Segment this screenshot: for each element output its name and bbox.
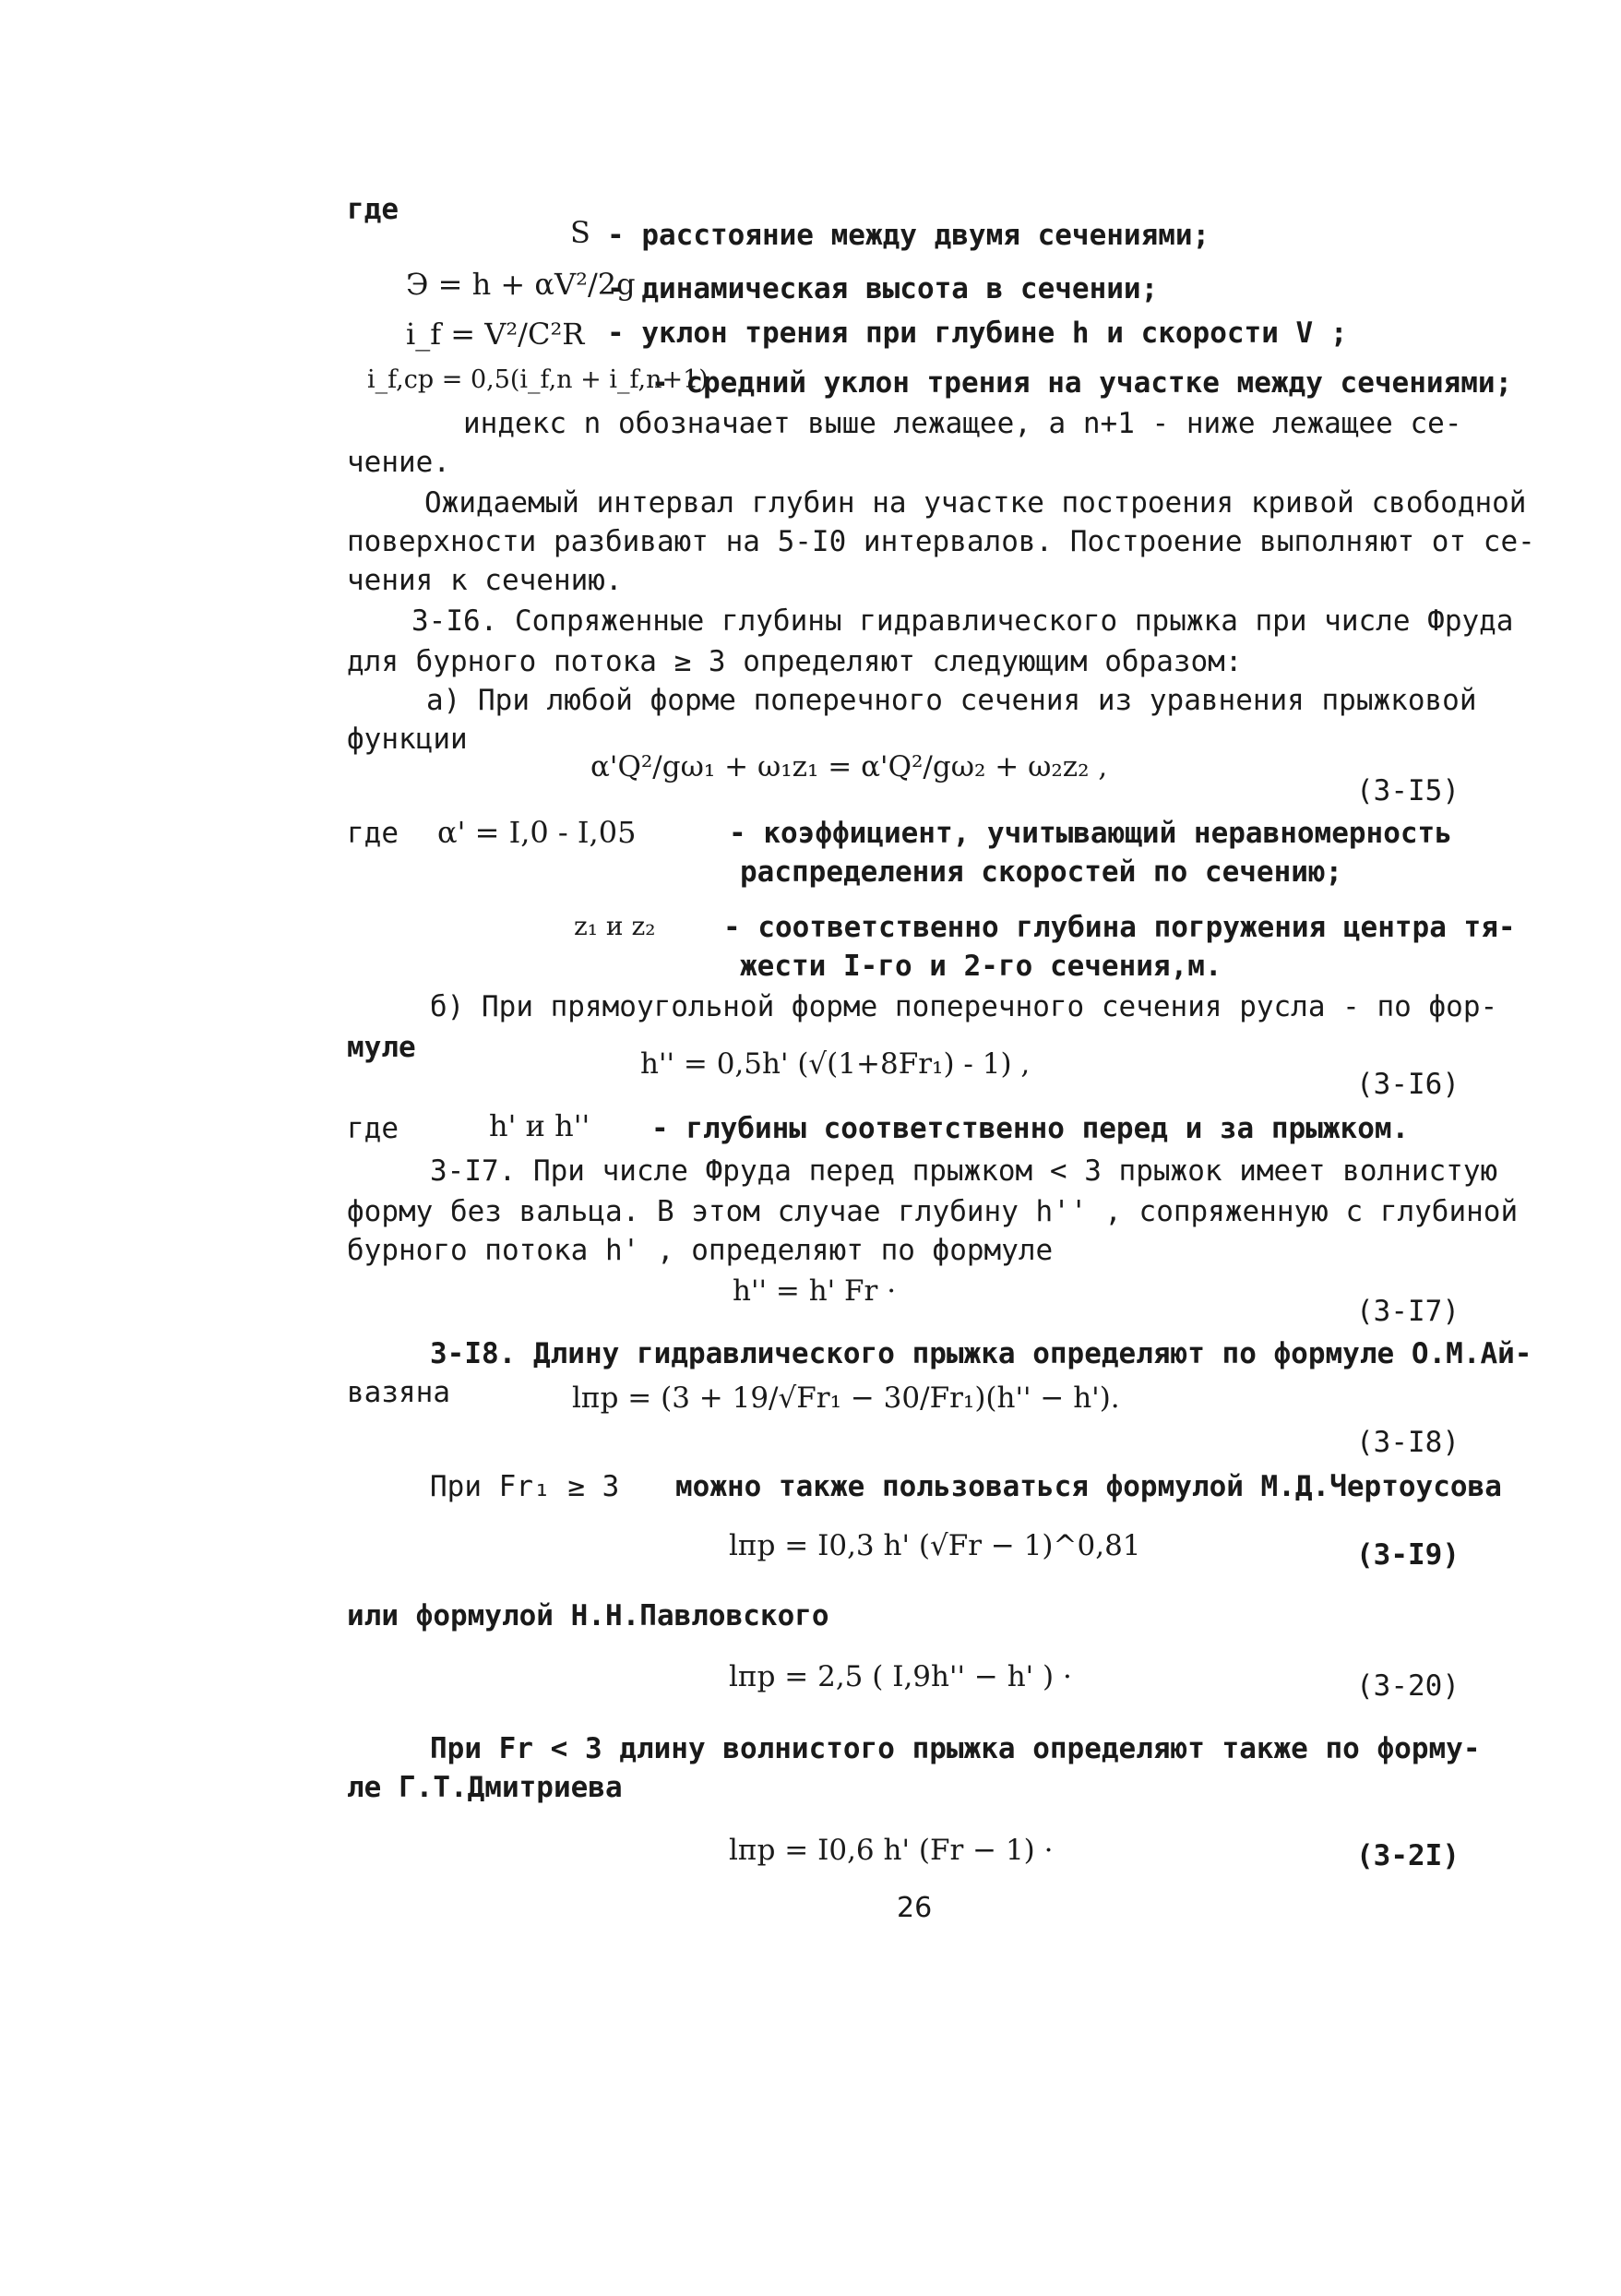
definition-e-text: - динамическая высота в сечении; bbox=[607, 272, 1159, 305]
formula-alpha: α' = I,0 - I,05 bbox=[437, 815, 637, 850]
definition-if-text: - уклон трения при глубине h и скорости V ; bbox=[607, 317, 1348, 350]
equation-3-21: lпр = I0,6 h' (Fr − 1) · bbox=[729, 1834, 1054, 1867]
equation-3-17: h'' = h' Fr · bbox=[733, 1274, 897, 1308]
index-line-2: чение. bbox=[347, 446, 450, 479]
para-b-2: муле bbox=[347, 1031, 416, 1064]
para-317-1: 3-I7. При числе Фруда перед прыжком < 3 прыжок имеет волнистую bbox=[430, 1154, 1498, 1188]
para-fr-lead: При Fr₁ ≥ 3 bbox=[430, 1470, 620, 1503]
para-pavlovsky: или формулой Н.Н.Павловского bbox=[347, 1599, 829, 1632]
formula-z1-z2: z₁ и z₂ bbox=[574, 911, 656, 941]
equation-3-16: h'' = 0,5h' (√(1+8Fr₁) - 1) , bbox=[640, 1047, 1031, 1081]
para-interval-3: чения к сечению. bbox=[347, 564, 623, 597]
para-b-1: б) При прямоугольной форме поперечного сечения русла - по фор- bbox=[430, 990, 1498, 1023]
formula-dynamic-height bbox=[406, 267, 636, 302]
definition-ifcp-text: - средний уклон трения на участке между сечениями; bbox=[651, 366, 1513, 400]
equation-number-3-19: (3-I9) bbox=[1356, 1538, 1460, 1572]
para-a-2: функции bbox=[347, 723, 468, 756]
where-h-text: - глубины соответственно перед и за прыжком. bbox=[651, 1112, 1410, 1145]
formula-dynamic-height-text: Э = h + αV²/2g bbox=[406, 267, 636, 302]
para-a-1: а) При любой форме поперечного сечения из уравнения прыжковой bbox=[426, 684, 1477, 717]
where-z-line-2: жести I-го и 2-го сечения,м. bbox=[740, 950, 1222, 983]
equation-number-3-16: (3-I6) bbox=[1356, 1068, 1460, 1101]
formula-s: S bbox=[570, 215, 590, 250]
equation-3-15: α'Q²/gω₁ + ω₁z₁ = α'Q²/gω₂ + ω₂z₂ , bbox=[590, 750, 1108, 783]
header-where: где bbox=[347, 193, 399, 226]
equation-3-19: lпр = I0,3 h' (√Fr − 1)^0,81 bbox=[729, 1529, 1141, 1562]
para-317-3: бурного потока h' , определяют по формуле bbox=[347, 1234, 1054, 1267]
para-316-1: 3-I6. Сопряженные глубины гидравлического прыжка при числе Фруда bbox=[411, 604, 1514, 638]
formula-h-h: h' и h'' bbox=[489, 1108, 590, 1143]
para-dmitriev-1: При Fr < 3 длину волнистого прыжка определяют также по форму- bbox=[430, 1732, 1481, 1765]
para-317-2: форму без вальца. В этом случае глубину h'' , сопряженную с глубиной bbox=[347, 1195, 1519, 1228]
para-316-2: для бурного потока ≥ 3 определяют следующим образом: bbox=[347, 645, 1243, 678]
para-318-1: 3-I8. Длину гидравлического прыжка определяют по формуле О.М.Ай- bbox=[430, 1337, 1532, 1370]
equation-number-3-15: (3-I5) bbox=[1356, 774, 1460, 807]
where-alpha-line-1: - коэффициент, учитывающий неравномерность bbox=[729, 817, 1452, 850]
where-alpha-lead: где bbox=[347, 817, 399, 850]
page-number: 26 bbox=[897, 1892, 933, 1924]
equation-number-3-18: (3-I8) bbox=[1356, 1426, 1460, 1459]
formula-friction-slope: i_f = V²/C²R bbox=[406, 317, 585, 352]
definition-s-text: - расстояние между двумя сечениями; bbox=[607, 219, 1210, 252]
index-line-1: индекс n обозначает выше лежащее, а n+1 - ниже лежащее се- bbox=[463, 407, 1462, 440]
formula-avg-friction-slope: i_f,cp = 0,5(i_f,n + i_f,n+1) bbox=[367, 365, 709, 394]
where-h-lead: где bbox=[347, 1112, 399, 1145]
equation-number-3-17: (3-I7) bbox=[1356, 1295, 1460, 1328]
para-interval-1: Ожидаемый интервал глубин на участке построения кривой свободной bbox=[424, 486, 1527, 520]
para-fr-text: можно также пользоваться формулой М.Д.Чертоусова bbox=[675, 1470, 1502, 1503]
equation-number-3-20: (3-20) bbox=[1356, 1669, 1460, 1703]
para-interval-2: поверхности разбивают на 5-I0 интервалов. Построение выполняют от се- bbox=[347, 525, 1535, 558]
equation-number-3-21: (3-2I) bbox=[1356, 1839, 1460, 1872]
where-z-line-1: - соответственно глубина погружения центра тя- bbox=[723, 911, 1516, 944]
equation-3-20: lпр = 2,5 ( I,9h'' − h' ) · bbox=[729, 1660, 1072, 1693]
para-318-2: вазяна bbox=[347, 1376, 450, 1409]
para-dmitriev-2: ле Г.Т.Дмитриева bbox=[347, 1771, 623, 1804]
equation-3-18: lпр = (3 + 19/√Fr₁ − 30/Fr₁)(h'' − h'). bbox=[572, 1381, 1120, 1415]
where-alpha-line-2: распределения скоростей по сечению; bbox=[740, 855, 1343, 889]
